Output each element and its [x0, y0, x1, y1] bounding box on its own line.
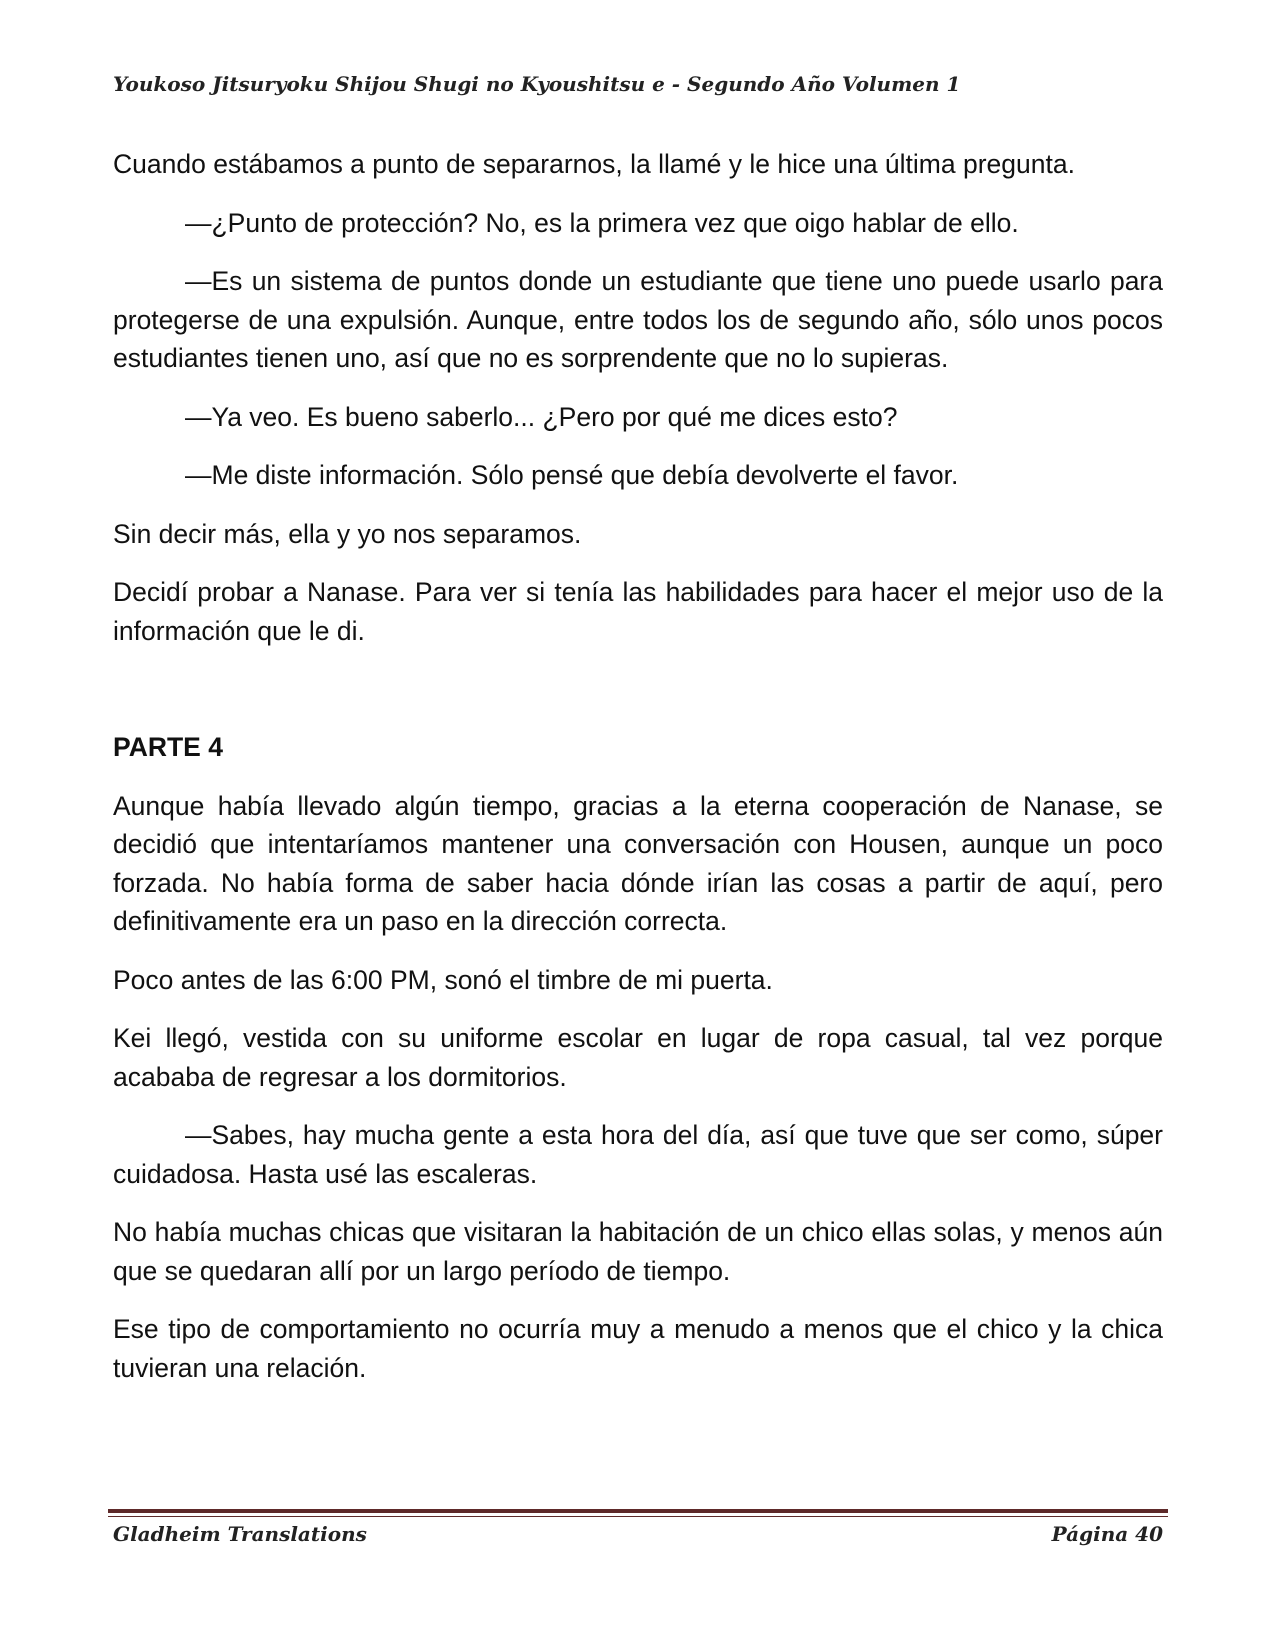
dialogue-paragraph: —Sabes, hay mucha gente a esta hora del día, así que tuve que ser como, súper cuidadosa. Hasta usé las escaleras.: [113, 1120, 1163, 1189]
dialogue-paragraph: —Ya veo. Es bueno saberlo... ¿Pero por qué me dices esto?: [185, 401, 898, 432]
dialogue-paragraph: —¿Punto de protección? No, es la primera vez que oigo hablar de ello.: [185, 207, 1019, 238]
page-number: Página 40: [1051, 1522, 1163, 1546]
footer-rule-thin: [108, 1516, 1168, 1517]
dialogue-paragraph: —Me diste información. Sólo pensé que debía devolverte el favor.: [185, 460, 959, 490]
paragraph: Ese tipo de comportamiento no ocurría muy a menudo a menos que el chico y la chica tuvieran una relación.: [113, 1314, 1163, 1383]
section-title: PARTE 4: [113, 732, 223, 762]
page-content: [113, 145, 1163, 1407]
paragraph: Decidí probar a Nanase. Para ver si tenía las habilidades para hacer el mejor uso de la información que le di.: [113, 577, 1163, 646]
footer-rule: [108, 1509, 1168, 1513]
paragraph: Cuando estábamos a punto de separarnos, la llamé y le hice una última pregunta.: [113, 149, 1075, 179]
paragraph: No había muchas chicas que visitaran la habitación de un chico ellas solas, y menos aún que se quedaran allí por un largo período de tiempo.: [113, 1217, 1163, 1286]
footer-credit: Gladheim Translations: [113, 1522, 367, 1546]
dialogue-paragraph: —Es un sistema de puntos donde un estudiante que tiene uno puede usarlo para protegerse de una expulsión. Aunque, entre todos los de segundo año, sólo unos pocos estudiantes tienen uno, así que no es sorprendente que no lo supieras.: [113, 266, 1163, 373]
paragraph: Kei llegó, vestida con su uniforme escolar en lugar de ropa casual, tal vez porque acababa de regresar a los dormitorios.: [113, 1023, 1163, 1092]
running-header: Youkoso Jitsuryoku Shijou Shugi no Kyoushitsu e - Segundo Año Volumen 1: [113, 72, 961, 96]
section-spacer: [113, 670, 1163, 728]
paragraph: Poco antes de las 6:00 PM, sonó el timbre de mi puerta.: [113, 964, 773, 995]
paragraph: Aunque había llevado algún tiempo, gracias a la eterna cooperación de Nanase, se decidió que intentaríamos mantener una conversación con Housen, aunque un poco forzada. No había forma de saber hacia dónde irían las cosas a partir de aquí, pero definitivamente era un paso en la dirección correcta.: [113, 790, 1163, 936]
paragraph: Sin decir más, ella y yo nos separamos.: [113, 518, 582, 549]
